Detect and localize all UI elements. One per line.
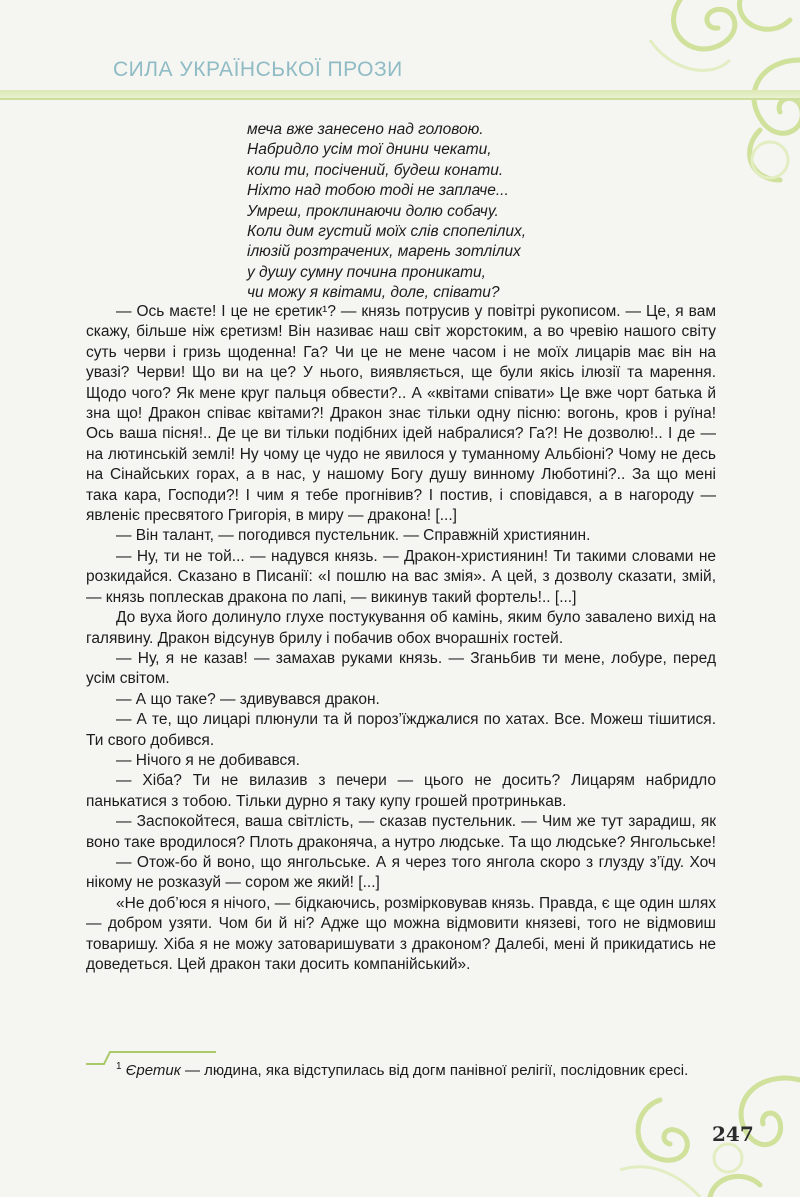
footnote-term: Єретик <box>125 1062 181 1079</box>
poem-line: коли ти, посічений, будеш конати. <box>247 161 504 179</box>
page-number: 247 <box>712 1122 754 1146</box>
paragraph: — А те, що лицарі плюнули та й пороз’їжджалися по хатах. Все. Можеш тішитися. Ти свого добився. <box>86 711 716 749</box>
footnote-text: — людина, яка відступилась від догм панівної релігії, послідовник єресі. <box>180 1062 689 1079</box>
poem-line: Ніхто над тобою тоді не заплаче... <box>247 182 509 200</box>
paragraph: — Хіба? Ти не вилазив з печери — цього не досить? Лицарям набридло панькатися з тобою. Тільки дурно я таку купу грошей протринькав. <box>86 772 716 810</box>
paragraph: — А що таке? — здивувався дракон. <box>116 690 380 708</box>
prose-body <box>86 302 716 975</box>
paragraph: — Він талант, — погодився пустельник. — Справжній християнин. <box>116 527 591 545</box>
paragraph: — Ну, ти не той... — надувся князь. — Дракон-християнин! Ти такими словами не розкидайся. Сказано в Писанії: «І пошлю на вас змія». А цей, з дозволу сказати, змій, — князь поплескав дракона по лапі, — викинув такий фортель!.. [...] <box>86 547 716 606</box>
footnote-number: 1 <box>116 1061 122 1072</box>
running-header-title: СИЛА УКРАЇНСЬКОЇ ПРОЗИ <box>113 58 403 81</box>
poem-block <box>247 120 667 304</box>
paragraph: — Нічого я не добивався. <box>116 751 300 769</box>
header-rule <box>0 90 800 98</box>
paragraph: — Заспокойтеся, ваша світлість, — сказав пустельник. — Чим же тут зарадиш, як воно таке вродилося? Плоть драконяча, а нутро людське. Та що людське? Янгольське! <box>86 813 716 851</box>
header-rule-thin <box>0 98 800 100</box>
paragraph: — Отож-бо й воно, що янгольське. А я через того янгола скоро з глузду з’їду. Хоч нікому не розказуй — сором же який! [...] <box>86 853 716 892</box>
poem-line: Умреш, проклинаючи долю собачу. <box>247 202 499 220</box>
poem-line: ілюзій розтрачених, марень зотлілих <box>247 243 521 261</box>
poem-line: меча вже занесено над головою. <box>247 121 484 138</box>
paragraph: — Ось маєте! І це не єретик¹? — князь потрусив у повітрі рукописом. — Це, я вам скажу, більше ніж єретизм! Він називає наш світ жорстоким, а во чревію нашого світу суть черви і гризь щоденна! Га? Чи це не мене часом і не моїх лицарів має він на увазі? Черви! Що ви на це? У нього, виявляється, ще були якісь ілюзії та марення. Щодо чого? Як мене круг пальця обвести?.. А «квітами співати» Це вже чорт батька й зна що! Дракон співає квітами?! Дракон знає тільки одну пісню: вогонь, кров і руїна! Ось ваша пісня!.. Де це ви тільки подібних ідей набралися? Га?! Не дозволю!.. І де — на лютинській землі! Ну чому це чудо не явилося у туманному Альбіоні? Чому не десь на Сінайських горах, а в нас, у нашому Богу душу винному Люботині?.. За що мені така кара, Господи?! І чим я тебе прогнівив? І постив, і сповідався, а в нагороду — явленіє пресвятого Григорія, в миру — дракона! [...] <box>86 303 716 525</box>
paragraph: — Ну, я не казав! — замахав руками князь. — Зганьбив ти мене, лобуре, перед усім світом. <box>86 649 716 688</box>
footnote <box>116 1057 716 1081</box>
paragraph: До вуха його долинуло глухе постукування об камінь, яким було завалено вихід на галявину. Дракон відсунув брилу і побачив обох вчорашніх гостей. <box>86 609 716 647</box>
poem-line: чи можу я квітами, доле, співати? <box>247 284 500 302</box>
poem-line: Набридло усім тої днини чекати, <box>247 141 492 159</box>
poem-line: у душу сумну починa проникати, <box>247 263 486 281</box>
paragraph: «Не доб’юся я нічого, — бідкаючись, розмірковував князь. Правда, є ще один шлях — добром узяти. Чом би й ні? Адже що можна відмовити князеві, того не відмовиш товаришу. Хіба я не можу затоваришувати з драконом? Далебі, мені й прикидатись не доведеться. Цей дракон таки досить компанійський». <box>86 894 716 973</box>
poem-line: Коли дим густий моїх слів спопелілих, <box>247 223 527 241</box>
